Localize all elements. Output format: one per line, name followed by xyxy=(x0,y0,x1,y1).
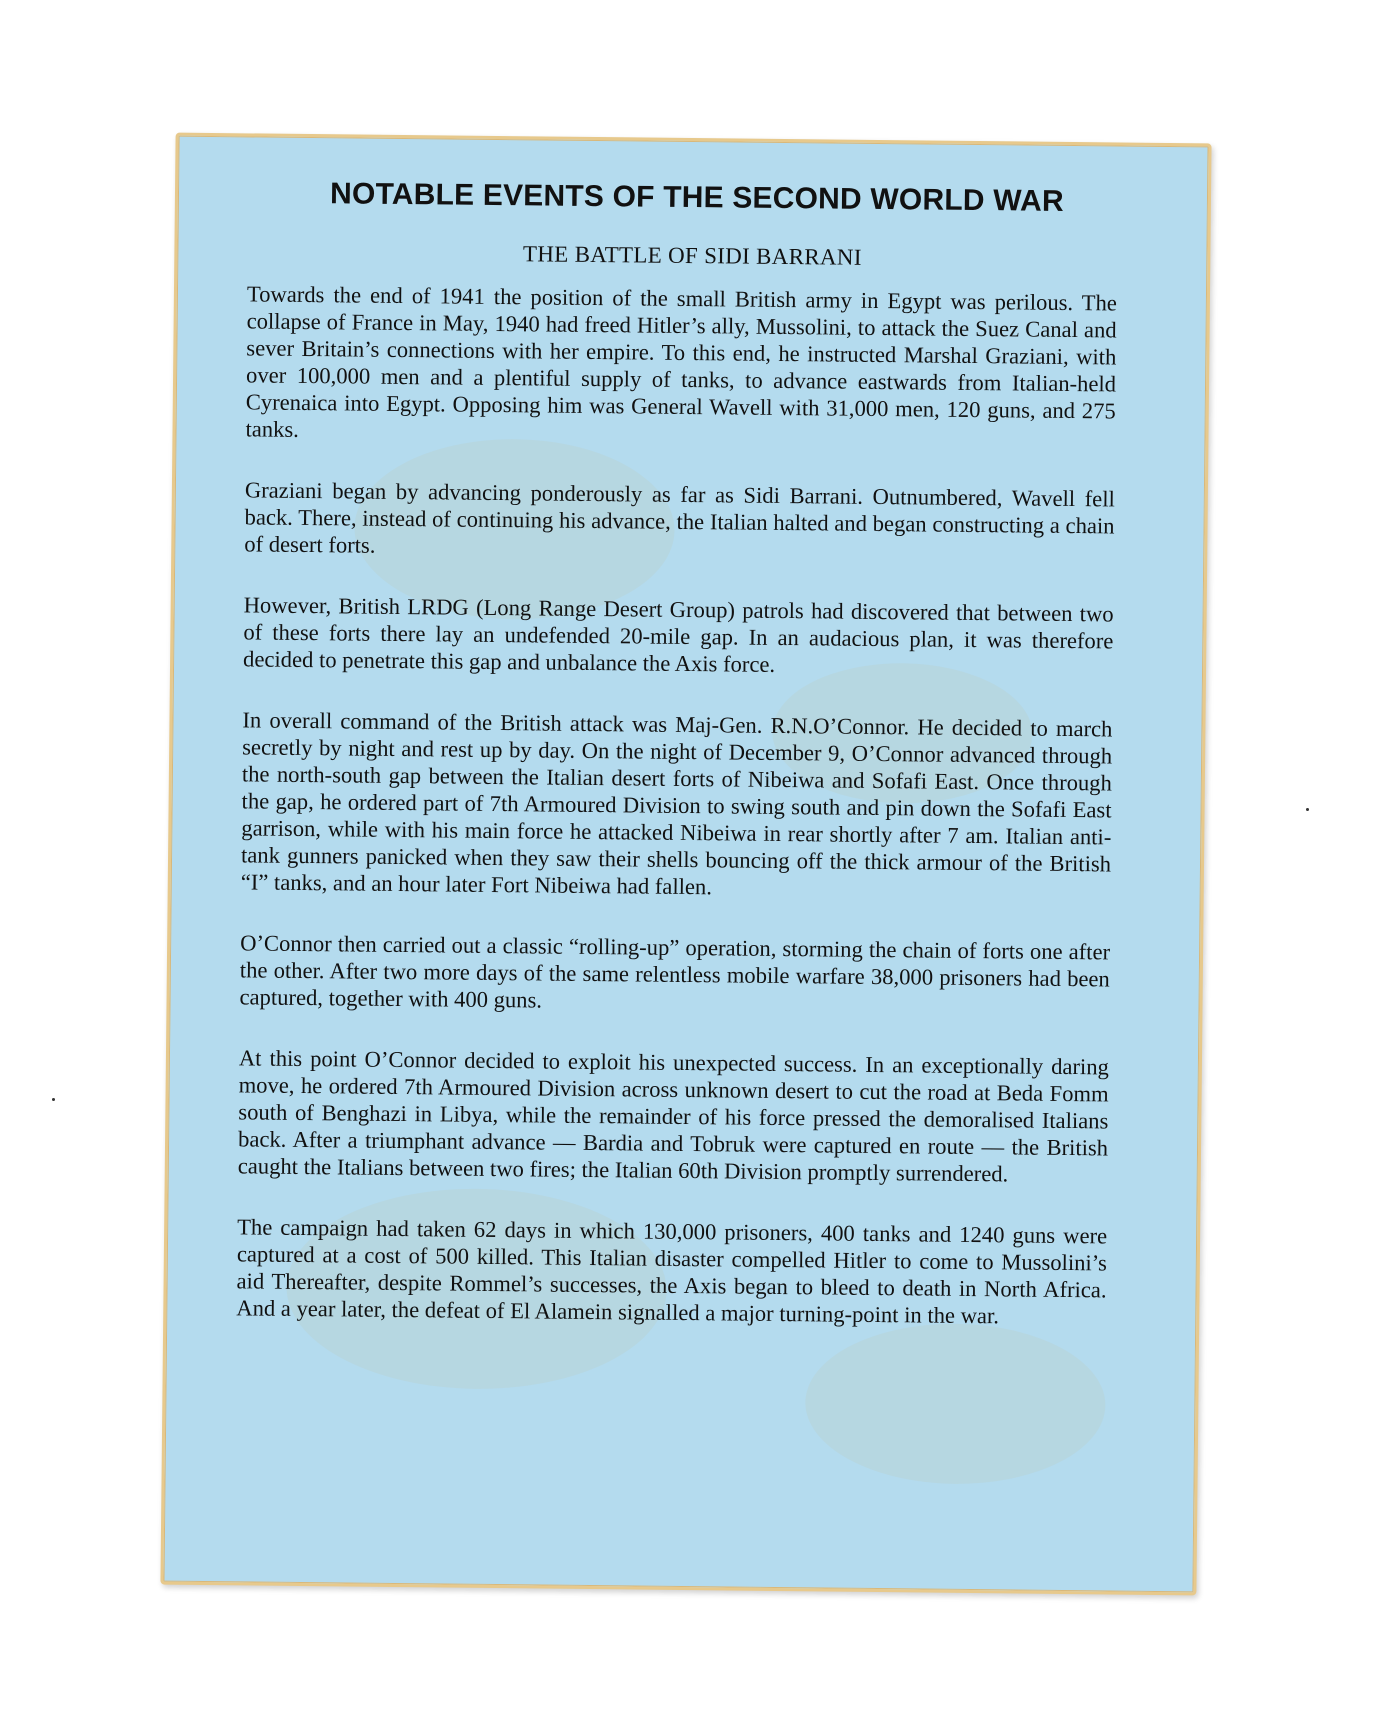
paragraph-4: In overall command of the British attack was Maj-Gen. R.N.O’Connor. He decided to march secretly by night and rest up by day. On the night of December 9, O’Connor advanced through the north-south gap between the Italian desert forts of Nibeiwa and Sofafi East. Once through the gap, he ordered part of 7th Armoured Division to swing south and pin down the Sofafi East garrison, while with his main force he attacked Nibeiwa in rear shortly after 7 am. Italian anti-tank gunners panicked when they saw their shells bouncing off the thick armour of the British “I” tanks, and an hour later Fort Nibeiwa had fallen. xyxy=(240,707,1113,900)
main-title: NOTABLE EVENTS OF THE SECOND WORLD WAR xyxy=(329,177,1064,218)
article-title: THE BATTLE OF SIDI BARRANI xyxy=(522,241,862,270)
paragraph-6: At this point O’Connor decided to exploit his unexpected success. In an exceptionally daring move, he ordered 7th Armoured Division across unknown desert to cut the road at Beda Fomm south of Benghazi in Libya, while the remainder of his force pressed the demoralised Italians back. After a triumphant advance — Bardia and Tobruk were captured en route — the British caught the Italians between two fires; the Italian 60th Division promptly surrendered. xyxy=(237,1045,1110,1187)
paragraph-2: Graziani began by advancing ponderously as far as Sidi Barrani. Outnumbered, Wavell fell back. There, instead of continuing his advance, the Italian halted and began constructing a chain of desert forts. xyxy=(244,477,1115,558)
paragraph-1: Towards the end of 1941 the position of the small British army in Egypt was perilous. The collapse of France in May, 1940 had freed Hitler’s ally, Mussolini, to attack the Suez Canal and sever Britain’s connections with her empire. To this end, he instructed Marshal Graziani, with over 100,000 men and a plentiful supply of tanks, to advance eastwards from Italian-held Cyrenaica into Egypt. Opposing him was General Wavell with 31,000 men, 120 guns, and 275 tanks. xyxy=(245,281,1118,442)
dust-speck xyxy=(1306,808,1309,811)
paragraph-5: O’Connor then carried out a classic “rolling-up” operation, storming the chain of forts one after the other. After two more days of the same relentless mobile warfare 38,000 prisoners had been captured, together with 400 guns. xyxy=(239,930,1111,1013)
dust-speck xyxy=(52,1098,55,1101)
book-back-cover xyxy=(160,133,1211,1596)
paragraph-7: The campaign had taken 62 days in which 130,000 prisoners, 400 tanks and 1240 guns were captured at a cost of 500 killed. This Italian disaster compelled Hitler to come to Mussolini’s aid Thereafter, despite Rommel’s successes, the Axis began to bleed to death in North Africa. And a year later, the defeat of El Alamein signalled a major turning-point in the war. xyxy=(236,1214,1108,1329)
paragraph-3: However, British LRDG (Long Range Desert Group) patrols had discovered that between two of these forts there lay an undefended 20-mile gap. In an audacious plan, it was therefore decided to penetrate this gap and unbalance the Axis force. xyxy=(242,592,1114,677)
page-content xyxy=(236,176,1118,1364)
